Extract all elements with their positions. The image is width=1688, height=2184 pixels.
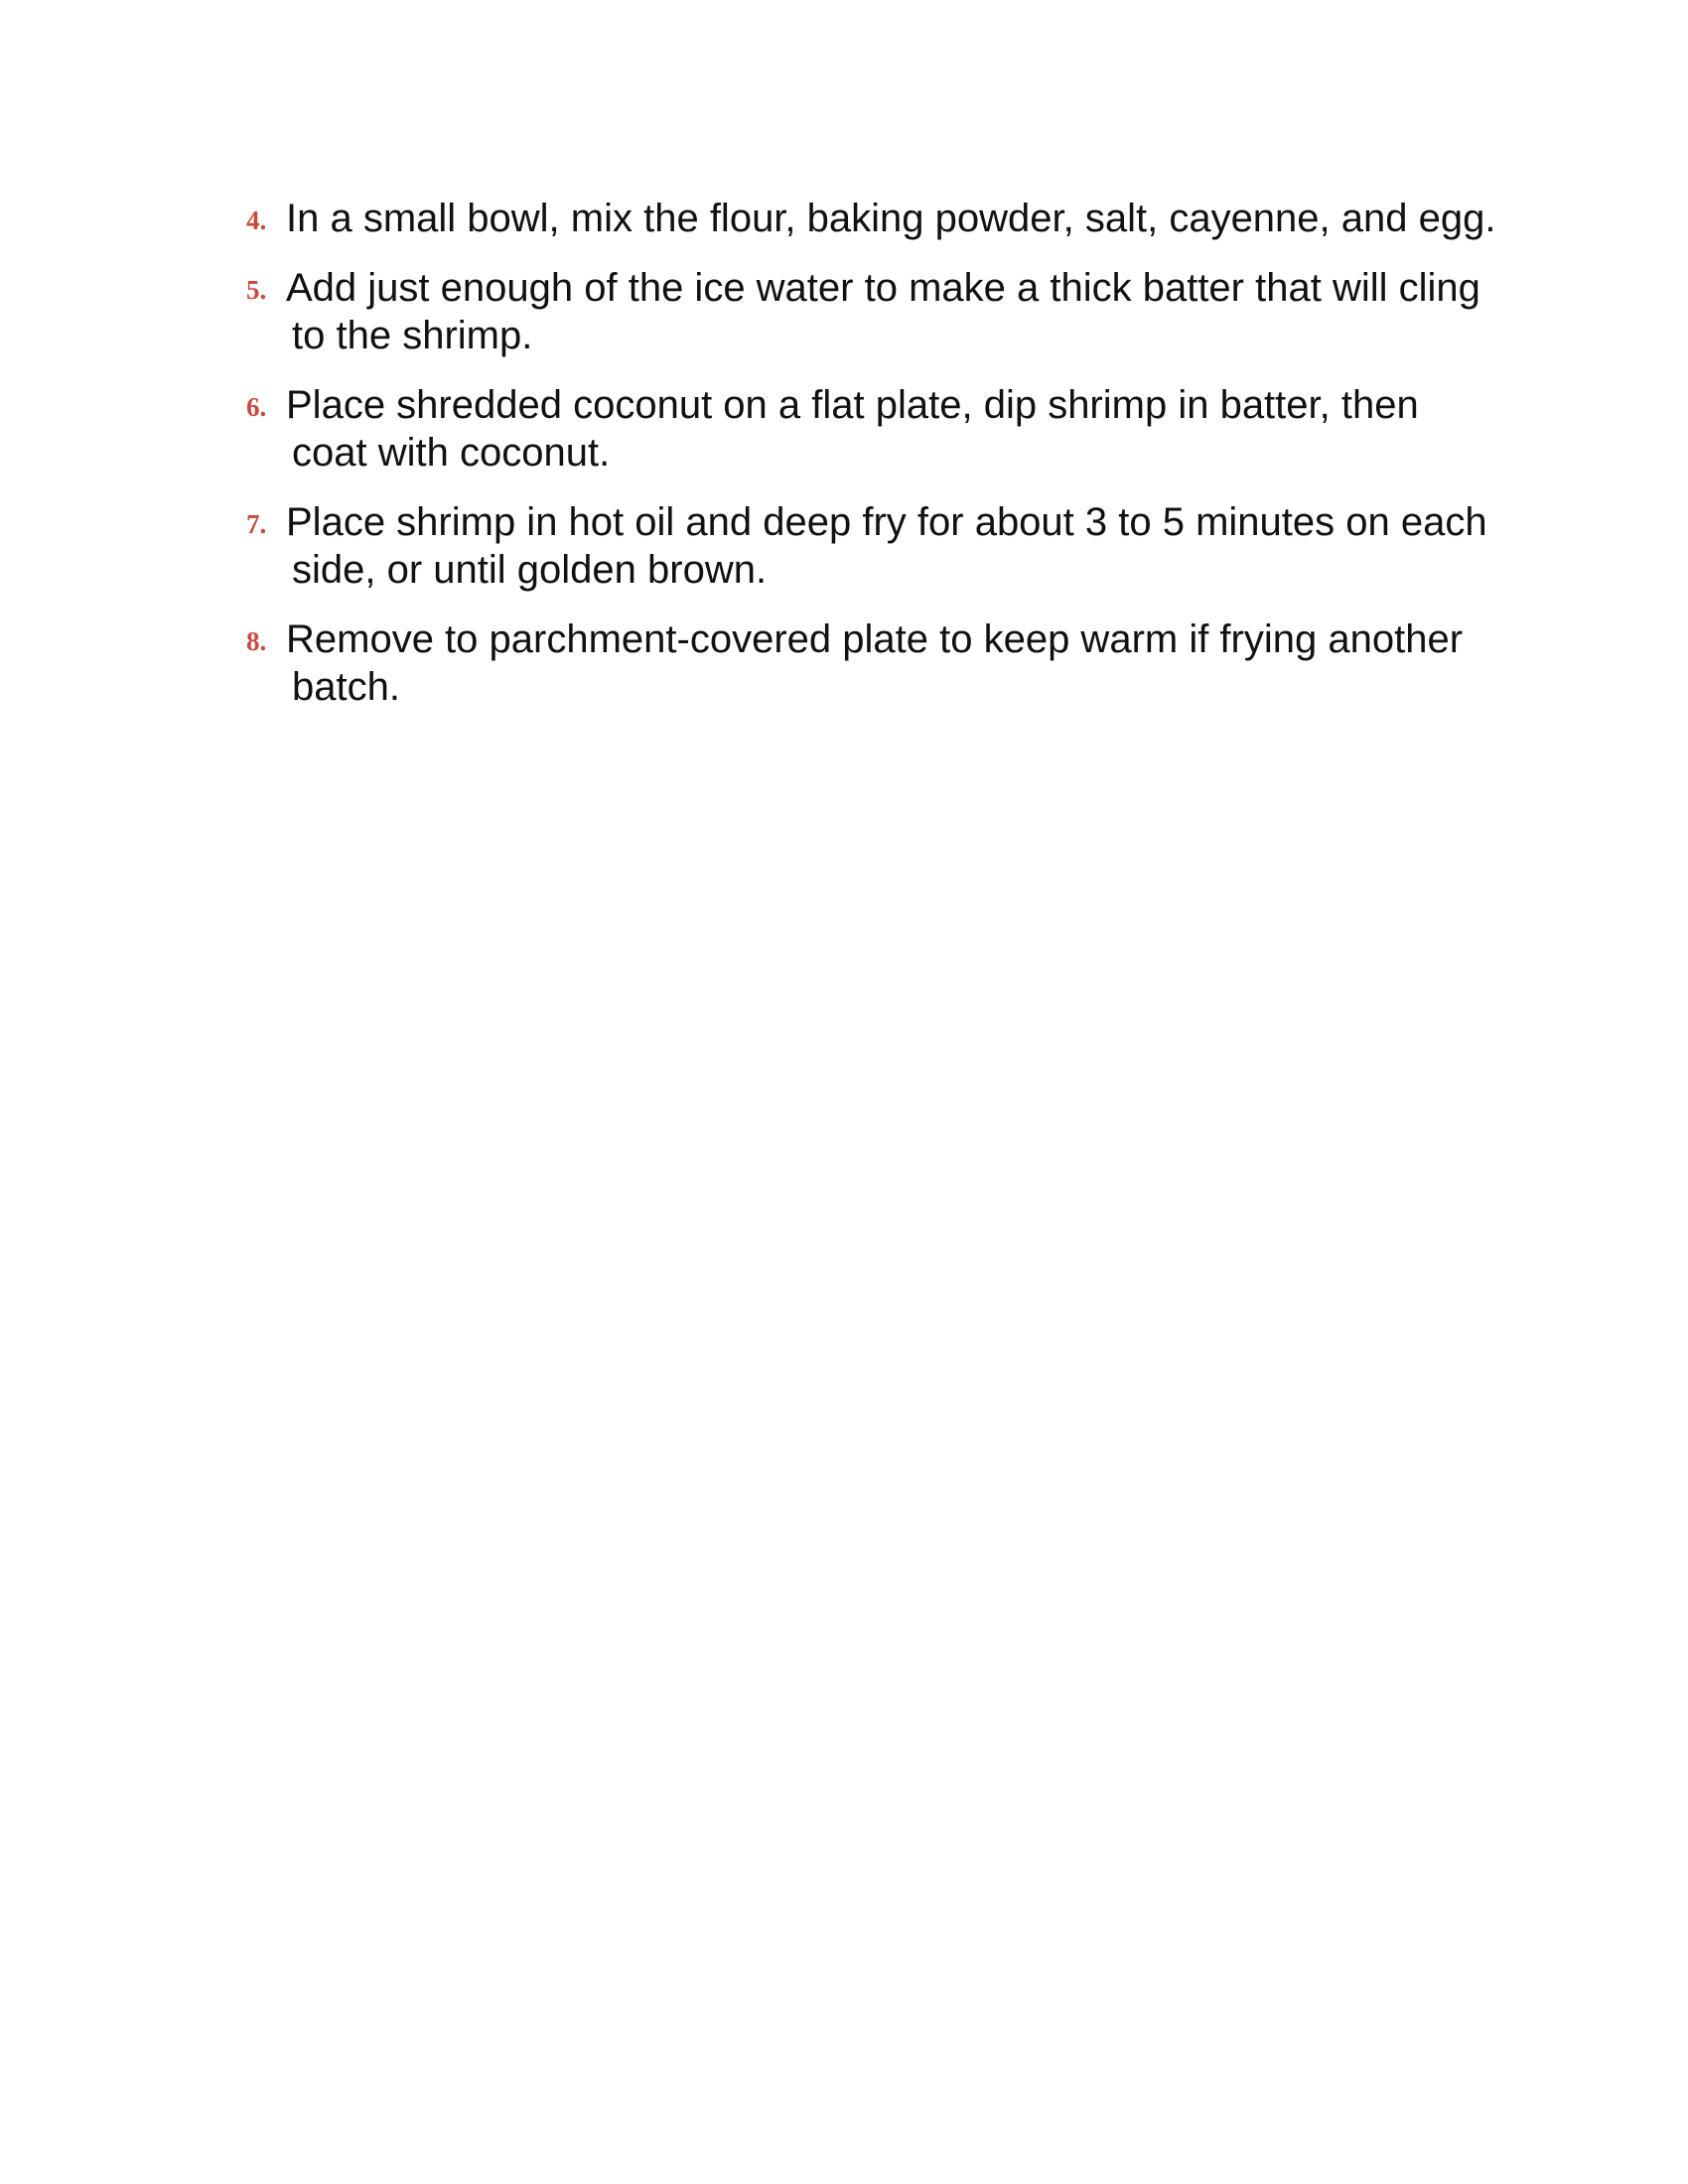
step-number: 7.	[246, 509, 267, 539]
step-item	[246, 498, 1497, 594]
step-number: 4.	[246, 205, 267, 235]
step-text: Add just enough of the ice water to make a thick batter that will cling to the shrimp.	[286, 266, 1480, 357]
step-text: In a small bowl, mix the flour, baking powder, salt, cayenne, and egg.	[286, 197, 1496, 240]
step-item	[246, 195, 1497, 242]
step-item	[246, 615, 1497, 711]
step-item	[246, 264, 1497, 359]
step-text: Place shredded coconut on a flat plate, dip shrimp in batter, then coat with coconut.	[286, 383, 1419, 475]
step-text: Place shrimp in hot oil and deep fry for about 3 to 5 minutes on each side, or until golden brown.	[286, 500, 1487, 592]
step-number: 8.	[246, 626, 267, 656]
step-text: Remove to parchment-covered plate to keep warm if frying another batch.	[286, 617, 1464, 709]
recipe-steps-list	[246, 195, 1497, 733]
step-number: 6.	[246, 392, 267, 422]
step-number: 5.	[246, 275, 267, 305]
step-item	[246, 381, 1497, 477]
